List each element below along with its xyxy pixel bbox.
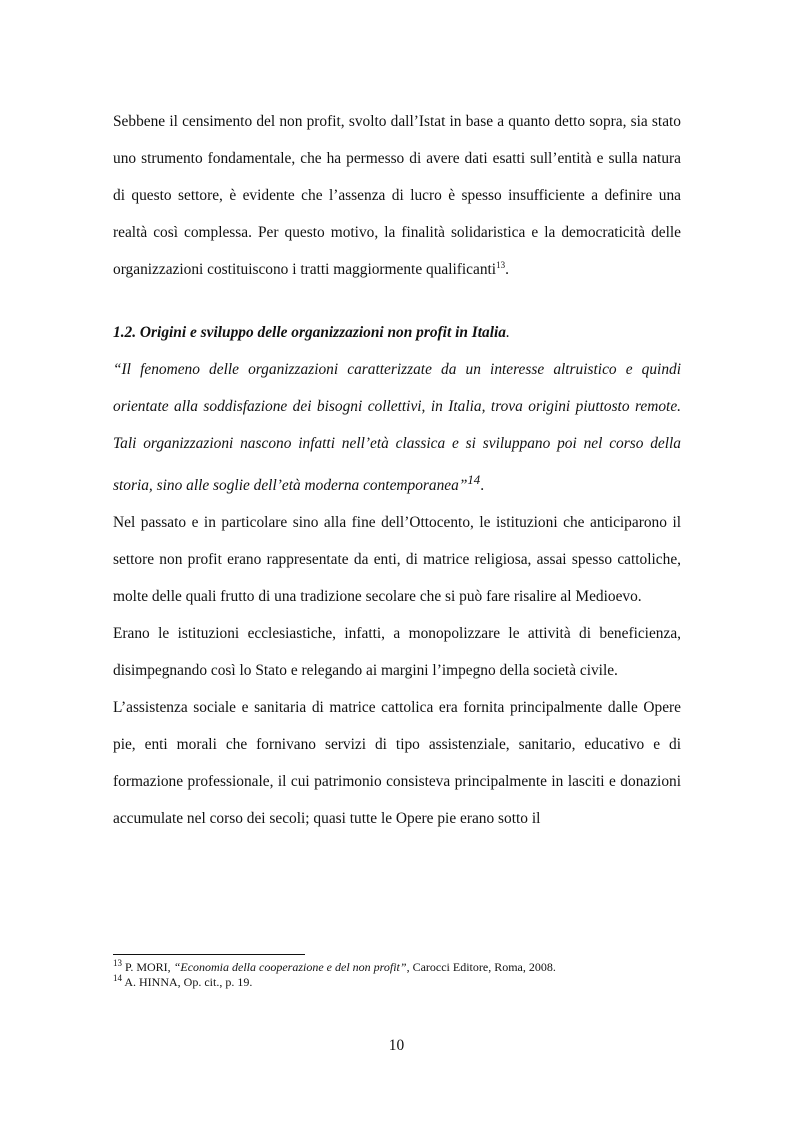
paragraph-history: Nel passato e in particolare sino alla fine dell’Ottocento, le istituzioni che anticiparono il settore non profit erano rappresentate da enti, di matrice religiosa, assai spesso cattoliche, molte delle quali frutto di una tradizione secolare che si può fare risalire al Medioevo. — [113, 514, 681, 606]
section-spacer — [113, 288, 681, 314]
footnote-ref-14[interactable]: 14 — [467, 473, 481, 487]
footnote-ref-13[interactable]: 13 — [496, 259, 506, 270]
paragraph-census-end: . — [505, 261, 509, 278]
block-quote-end: . — [480, 477, 485, 495]
paragraph-census-text: Sebbene il censimento del non profit, svolto dall’Istat in base a quanto detto sopra, sia stato uno strumento fondamentale, che ha permesso di avere dati esatti sull’entità e sulla natura di questo settore, è evidente che l’assenza di lucro è spesso insufficiente a definire una realtà così complessa. Per questo motivo, la finalità solidaristica e la democraticità delle organizzazioni costituiscono i tratti maggiormente qualificanti — [113, 113, 681, 278]
block-quote-text: “Il fenomeno delle organizzazioni caratterizzate da un interesse altruistico e quindi orientate alla soddisfazione dei bisogni collettivi, in Italia, trova origini piuttosto remote. Tali organizzazioni nascono infatti nell’età classica e si sviluppano poi nel corso della storia, sino alle soglie dell’età moderna contemporanea” — [113, 361, 681, 495]
block-quote — [113, 351, 681, 504]
page-number: 10 — [388, 1037, 405, 1054]
footnote-separator — [113, 954, 305, 955]
footnote-13-number: 13 — [113, 958, 122, 968]
page-body — [113, 103, 681, 837]
paragraph-ecclesiastical: Erano le istituzioni ecclesiastiche, infatti, a monopolizzare le attività di beneficienza, disimpegnando così lo Stato e relegando ai margini l’impegno della società civile. — [113, 625, 681, 680]
section-heading-end: . — [505, 324, 510, 341]
paragraph-opere-pie: L’assistenza sociale e sanitaria di matrice cattolica era fornita principalmente dalle Opere pie, enti morali che fornivano servizi di tipo assistenziale, sanitario, educativo e di formazione professionale, il cui patrimonio consisteva principalmente in lasciti e donazioni accumulate nel corso dei secoli; quasi tutte le Opere pie erano sotto il — [113, 699, 681, 828]
section-heading — [113, 314, 681, 351]
footnote-14-number: 14 — [113, 973, 122, 983]
footnote-13-publisher: , Carocci Editore, Roma, 2008. — [406, 960, 556, 974]
footnote-13 — [113, 960, 681, 975]
footnote-13-author: P. MORI, — [122, 960, 174, 974]
footnote-14-text: A. HINNA, Op. cit., p. 19. — [122, 975, 253, 989]
footnotes — [113, 954, 681, 990]
paragraph-census — [113, 103, 681, 288]
footnote-13-title: “Economia della cooperazione e del non profit” — [173, 960, 407, 974]
footnote-14 — [113, 975, 681, 990]
section-heading-text: 1.2. Origini e sviluppo delle organizzazioni non profit in Italia — [113, 324, 506, 341]
